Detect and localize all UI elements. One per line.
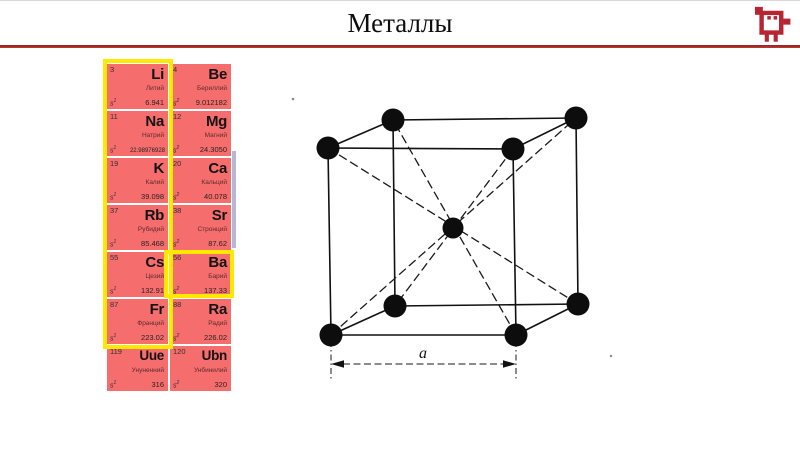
element-name: Литий: [145, 85, 164, 92]
element-name: Франций: [137, 320, 164, 327]
atomic-number: 4: [173, 65, 178, 74]
element-cell-mg: [170, 111, 231, 156]
element-symbol: Ra: [208, 301, 227, 318]
bcc-crystal-diagram: [285, 89, 625, 389]
element-name: Рубидий: [137, 226, 164, 233]
scan-speck: [292, 98, 295, 101]
page-title: Металлы: [347, 8, 453, 38]
atomic-number: 37: [110, 206, 119, 215]
pixel-robot-icon: [752, 5, 794, 43]
atomic-mass: 22.98976928: [129, 148, 165, 154]
atomic-number: 87: [110, 300, 119, 309]
element-symbol: Cs: [145, 254, 164, 271]
atomic-number: 120: [173, 347, 186, 356]
atomic-mass: 6.941: [145, 98, 164, 107]
element-symbol: Mg: [205, 113, 227, 130]
element-symbol: K: [153, 160, 164, 177]
electron-config: $s^1$: [110, 285, 117, 295]
element-name: Натрий: [141, 132, 164, 139]
element-symbol: Ca: [208, 160, 227, 177]
element-name: Барий: [208, 273, 227, 280]
electron-config: $s^1$: [110, 332, 117, 342]
atomic-mass: 39.098: [141, 192, 164, 201]
atomic-mass: 87.62: [208, 239, 227, 248]
element-symbol: Li: [151, 66, 164, 83]
element-name: Магний: [204, 132, 227, 139]
electron-config: $s^2$: [173, 191, 180, 201]
highlight-box-ba: [164, 250, 234, 298]
atomic-number: 12: [173, 112, 182, 121]
element-cell-ca: [170, 158, 231, 203]
element-symbol: Ba: [208, 254, 227, 271]
electron-config: $s^1$: [110, 238, 117, 248]
electron-config: $s^2$: [173, 238, 180, 248]
atomic-number: 38: [173, 206, 182, 215]
element-name: Цезий: [145, 273, 164, 280]
atomic-mass: 137.33: [204, 286, 227, 295]
atomic-number: 11: [110, 112, 118, 121]
electron-config: $s^2$: [173, 379, 180, 389]
atomic-number: 55: [110, 253, 119, 262]
element-symbol: Be: [208, 66, 227, 83]
electron-config: $s^1$: [110, 379, 117, 389]
element-cell-ubn: [170, 346, 231, 391]
atomic-number: 19: [110, 159, 119, 168]
element-name: Унуненний: [131, 367, 164, 374]
highlight-box-group1: [103, 59, 173, 349]
element-name: Калий: [145, 179, 164, 186]
element-symbol: Na: [145, 113, 164, 130]
atomic-number: 20: [173, 159, 182, 168]
electron-config: $s^2$: [173, 97, 180, 107]
element-name: Стронций: [197, 226, 227, 233]
atomic-mass: 223.02: [141, 333, 164, 342]
electron-config: $s^2$: [173, 285, 180, 295]
element-name: Бериллий: [197, 85, 227, 92]
electron-config: $s^1$: [110, 144, 117, 154]
element-cell-sr: [170, 205, 231, 250]
element-name: Кальций: [201, 179, 227, 186]
lattice-dimension: [331, 341, 516, 379]
atomic-number: 119: [110, 347, 122, 356]
element-symbol: Rb: [144, 207, 164, 224]
electron-config: $s^1$: [110, 97, 117, 107]
element-symbol: Ubn: [201, 348, 227, 363]
element-symbol: Sr: [211, 207, 227, 224]
atomic-mass: 132.91: [141, 286, 164, 295]
electron-config: $s^1$: [110, 191, 117, 201]
element-name: Радий: [208, 320, 227, 327]
atomic-mass: 24.3050: [199, 145, 227, 154]
element-name: Унбинилий: [193, 367, 227, 374]
scan-speck: [610, 355, 612, 357]
atomic-number: 56: [173, 253, 182, 262]
element-cell-uue: [107, 346, 168, 391]
element-cell-ra: [170, 299, 231, 344]
atomic-mass: 316: [151, 380, 164, 389]
atomic-number: 3: [110, 65, 115, 74]
center-atom: [443, 218, 464, 239]
title-divider: [0, 45, 800, 48]
element-symbol: Uue: [139, 348, 164, 363]
electron-config: $s^2$: [173, 332, 180, 342]
atomic-mass: 40.078: [204, 192, 227, 201]
atomic-mass: 320: [214, 380, 227, 389]
atomic-mass: 9.012182: [195, 98, 227, 107]
element-cell-be: [170, 64, 231, 109]
element-symbol: Fr: [149, 301, 164, 318]
atomic-mass: 85.468: [141, 239, 164, 248]
dimension-label: a: [419, 345, 427, 362]
adjacent-column-sliver: [232, 151, 236, 248]
atomic-number: 88: [173, 300, 182, 309]
atomic-mass: 226.02: [204, 333, 227, 342]
electron-config: $s^2$: [173, 144, 180, 154]
